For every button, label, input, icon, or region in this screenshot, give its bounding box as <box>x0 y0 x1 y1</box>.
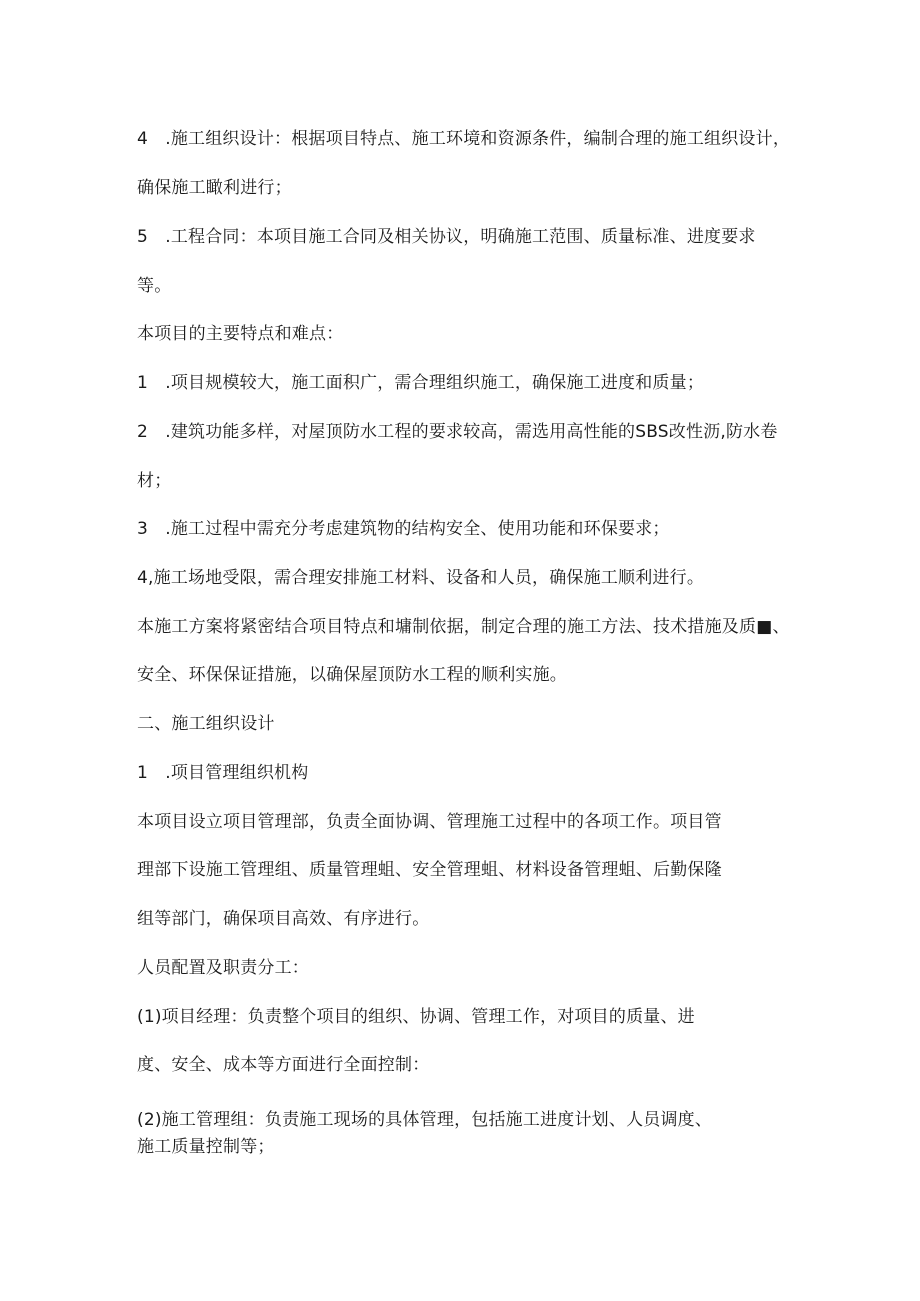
text-line: 1 .项目规模较大，施工面积广，需合理组织施工，确保施工进度和质量； <box>137 373 705 393</box>
section-heading: 人员配置及职责分工： <box>137 958 309 978</box>
section-heading: 本项目的主要特点和难点： <box>137 324 344 344</box>
text-line: 材； <box>137 471 172 491</box>
text-line: 安全、环保保证措施，以确保屋顶防水工程的顺利实施。 <box>137 665 567 685</box>
text-line: 确保施工瞰利进行； <box>137 178 292 198</box>
text-line: (1)项目经理：负责整个项目的组织、协调、管理工作，对项目的质量、进 <box>137 1007 695 1027</box>
text-line: 本项目设立项目管理部，负责全面协调、管理施工过程中的各项工作。项目管 <box>137 812 722 832</box>
text-line: 组等部门，确保项目高效、有序进行。 <box>137 909 430 929</box>
text-line: 5 .工程合同：本项目施工合同及相关协议，明确施工范围、质量标准、进度要求 <box>137 227 756 247</box>
text-line: 施工质量控制等； <box>137 1137 275 1157</box>
text-line: 4,施工场地受限，需合理安排施工材料、设备和人员，确保施工顺利进行。 <box>137 568 705 588</box>
text-line: 4 .施工组织设计：根据项目特点、施工环境和资源条件，编制合理的施工组织设计， <box>137 129 791 149</box>
text-line: 理部下设施工管理组、质量管理蛆、安全管理蛆、材料设备管理蛆、后勤保隆 <box>137 860 722 880</box>
text-line: (2)施工管理组：负责施工现场的具体管理，包括施工进度计划、人员调度、 <box>137 1110 713 1130</box>
text-line: 等。 <box>137 276 172 296</box>
subsection-heading: 1 .项目管理组织机构 <box>137 763 309 783</box>
section-heading: 二、施工组织设计 <box>137 714 275 734</box>
text-line: 度、安全、成本等方面进行全面控制： <box>137 1055 430 1075</box>
text-line: 本施工方案将紧密结合项目特点和墉制依据，制定合理的施工方法、技术措施及质■、 <box>137 617 790 637</box>
text-line: 2 .建筑功能多样，对屋顶防水工程的要求较高，需选用高性能的SBS改性沥,防水卷 <box>137 422 778 442</box>
text-line: 3 .施工过程中需充分考虑建筑物的结构安全、使用功能和环保要求； <box>137 519 670 539</box>
